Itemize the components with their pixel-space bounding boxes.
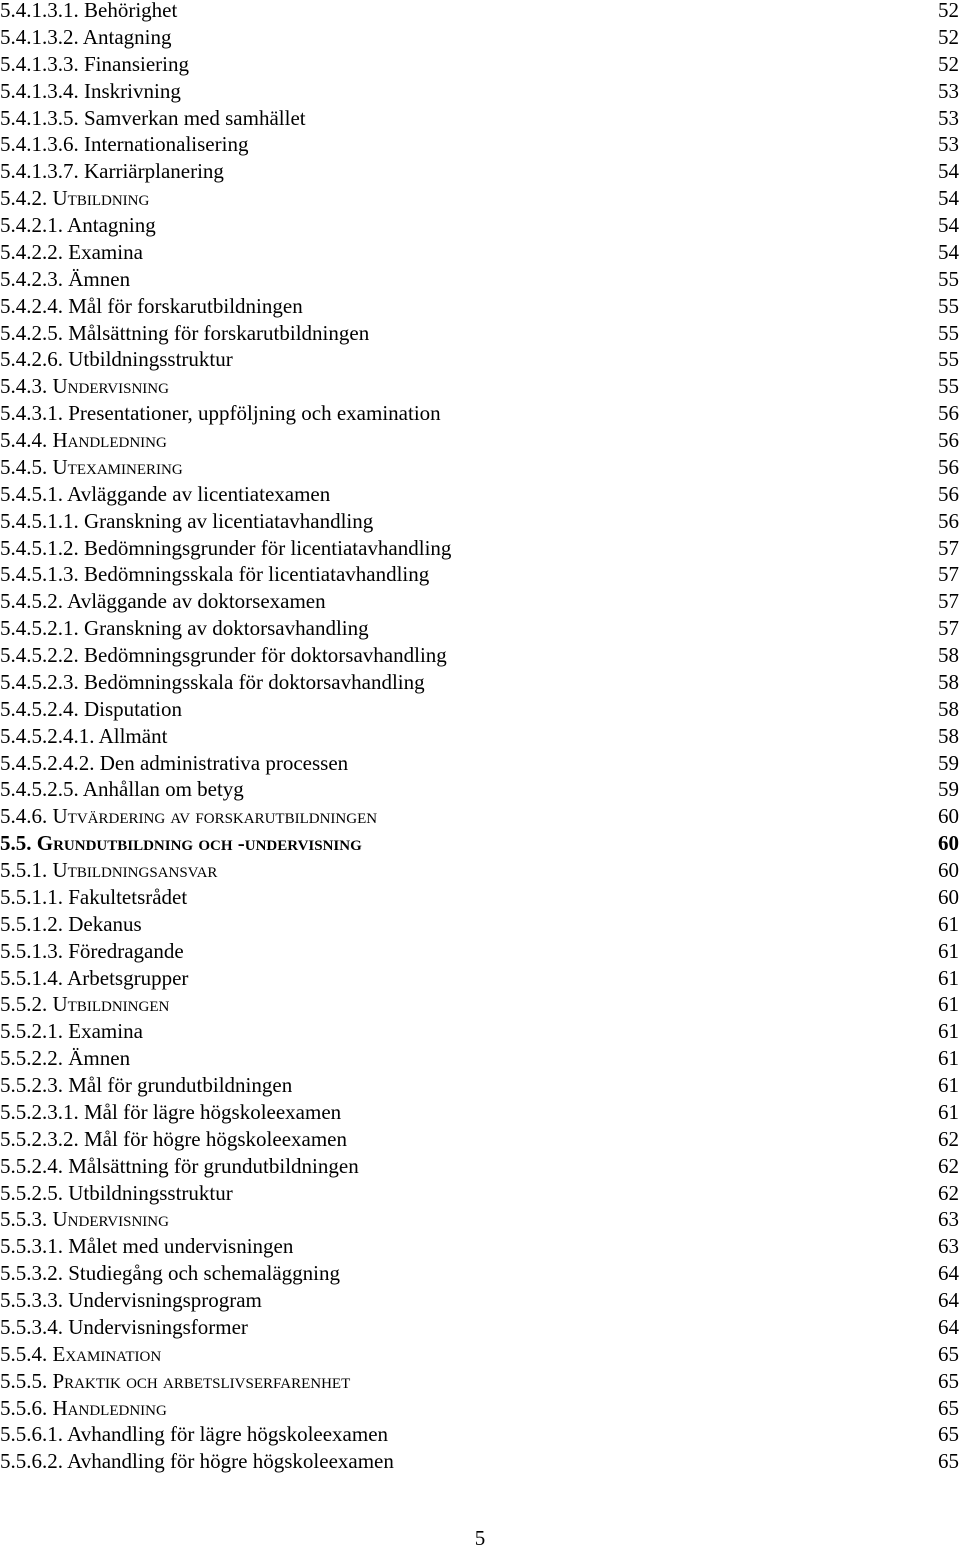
toc-entry-number: 5.5.5. [0, 1368, 48, 1393]
toc-entry-title: Grundutbildning och -undervisning [36, 831, 362, 856]
toc-entry[interactable] [0, 51, 960, 78]
toc-entry[interactable] [0, 776, 960, 803]
toc-entry-page: 59 [938, 777, 959, 802]
toc-entry[interactable] [0, 1045, 960, 1072]
toc-entry[interactable] [0, 400, 960, 427]
toc-entry-title: Undervisning [52, 374, 169, 399]
toc-entry-page: 65 [938, 1368, 959, 1393]
toc-entry-number: 5.5.1.4. [0, 965, 63, 990]
toc-entry-number: 5.5.6. [0, 1395, 48, 1420]
toc-entry-page: 61 [938, 911, 959, 936]
toc-entry[interactable] [0, 185, 960, 212]
toc-entry-number: 5.4.3. [0, 374, 48, 399]
toc-entry-title: Föredragande [68, 938, 184, 963]
toc-entry[interactable] [0, 965, 960, 992]
toc-entry[interactable] [0, 1448, 960, 1475]
toc-entry-number: 5.5.2.4. [0, 1153, 63, 1178]
toc-entry-page: 60 [938, 884, 959, 909]
toc-entry-title: Mål för grundutbildningen [68, 1073, 293, 1097]
toc-entry-title: Målet med undervisningen [68, 1234, 294, 1259]
toc-entry[interactable] [0, 991, 960, 1018]
toc-entry-title: Examination [52, 1341, 162, 1366]
toc-entry-page: 61 [938, 1046, 959, 1071]
toc-entry-page: 64 [938, 1261, 959, 1286]
toc-entry-number: 5.5.1.3. [0, 938, 63, 963]
toc-entry-page: 65 [938, 1422, 959, 1447]
toc-entry[interactable] [0, 1153, 960, 1180]
toc-entry-number: 5.5.3.3. [0, 1288, 63, 1312]
toc-entry-page: 65 [938, 1341, 959, 1366]
toc-entry-page: 58 [938, 643, 959, 667]
toc-entry-number: 5.4.2.4. [0, 293, 63, 318]
toc-entry-page: 60 [938, 804, 959, 829]
toc-entry[interactable] [0, 750, 960, 777]
toc-entry-number: 5.4.1.3.4. [0, 78, 79, 103]
toc-entry-title: Praktik och arbetslivserfarenhet [52, 1368, 351, 1393]
toc-entry[interactable] [0, 1260, 960, 1287]
toc-entry-number: 5.4.5.1.3. [0, 562, 79, 587]
toc-entry-page: 54 [938, 159, 959, 184]
toc-entry-number: 5.4.5. [0, 454, 48, 479]
toc-entry-number: 5.4.2.3. [0, 266, 63, 291]
toc-entry[interactable] [0, 1180, 960, 1207]
toc-entry-page: 65 [938, 1395, 959, 1420]
toc-entry-number: 5.4.4. [0, 428, 48, 452]
toc-entry[interactable] [0, 0, 960, 24]
toc-entry-number: 5.4.5.2.2. [0, 643, 79, 667]
toc-entry-number: 5.4.5.2.4.1. [0, 723, 95, 748]
toc-entry-number: 5.4.5.2.4. [0, 696, 79, 721]
toc-entry-page: 52 [938, 51, 959, 76]
toc-entry[interactable] [0, 830, 960, 857]
toc-entry-title: Undervisning [52, 1207, 169, 1232]
toc-entry[interactable] [0, 723, 960, 750]
toc-entry-number: 5.4.5.1. [0, 481, 63, 506]
toc-entry[interactable] [0, 1421, 960, 1448]
toc-entry-page: 61 [938, 1099, 959, 1124]
toc-entry-page: 56 [938, 401, 959, 426]
toc-entry-number: 5.5.3.2. [0, 1261, 63, 1286]
toc-entry[interactable] [0, 266, 960, 293]
toc-entry-page: 63 [938, 1207, 959, 1232]
toc-entry[interactable] [0, 669, 960, 696]
toc-entry-number: 5.5.6.2. [0, 1449, 63, 1474]
toc-entry-title: Disputation [84, 696, 182, 721]
toc-entry-page: 53 [938, 105, 959, 130]
toc-entry-number: 5.4.5.2.5. [0, 777, 79, 802]
toc-entry-number: 5.4.2.2. [0, 239, 63, 264]
toc-entry[interactable] [0, 1018, 960, 1045]
toc-entry-number: 5.5.3.4. [0, 1314, 63, 1339]
toc-entry-page: 56 [938, 428, 959, 452]
toc-entry-page: 61 [938, 1073, 959, 1097]
toc-entry-title: Avhandling för lägre högskoleexamen [67, 1422, 389, 1447]
toc-entry[interactable] [0, 1126, 960, 1153]
toc-entry-number: 5.4.1.3.6. [0, 132, 79, 157]
toc-entry[interactable] [0, 1314, 960, 1341]
toc-entry-page: 63 [938, 1234, 959, 1259]
toc-entry-title: Examina [68, 239, 143, 264]
toc-entry-page: 61 [938, 992, 959, 1017]
toc-entry-page: 61 [938, 1019, 959, 1044]
toc-entry-title: Internationalisering [84, 132, 249, 157]
toc-entry-page: 55 [938, 374, 959, 399]
toc-entry[interactable] [0, 427, 960, 454]
toc-entry[interactable] [0, 696, 960, 723]
toc-entry[interactable] [0, 642, 960, 669]
toc-entry[interactable] [0, 1368, 960, 1395]
toc-entry[interactable] [0, 373, 960, 400]
page-number: 5 [474, 1526, 486, 1550]
toc-entry[interactable] [0, 481, 960, 508]
toc-entry[interactable] [0, 239, 960, 266]
toc-entry-title: Avhandling för högre högskoleexamen [67, 1449, 394, 1474]
toc-entry-number: 5.4.3.1. [0, 401, 63, 426]
toc-entry-number: 5.5.2.1. [0, 1019, 63, 1044]
toc-entry-title: Mål för lägre högskoleexamen [84, 1099, 342, 1124]
toc-entry-number: 5.5.2.5. [0, 1180, 63, 1205]
toc-entry-title: Avläggande av licentiatexamen [67, 481, 331, 506]
toc-entry-page: 52 [938, 0, 959, 22]
toc-entry[interactable] [0, 1099, 960, 1126]
toc-entry-title: Utbildningen [52, 992, 170, 1017]
toc-entry-title: Allmänt [98, 723, 168, 748]
toc-entry-title: Målsättning för forskarutbildningen [68, 320, 370, 345]
toc-entry-title: Examina [68, 1019, 143, 1044]
toc-entry-number: 5.4.5.1.1. [0, 508, 79, 533]
toc-entry-title: Arbetsgrupper [67, 965, 189, 990]
toc-entry-page: 56 [938, 454, 959, 479]
toc-entry-title: Fakultetsrådet [68, 884, 188, 909]
toc-entry[interactable] [0, 535, 960, 562]
toc-entry[interactable] [0, 320, 960, 347]
toc-entry-number: 5.5.3.1. [0, 1234, 63, 1259]
toc-entry-page: 59 [938, 750, 959, 775]
toc-entry-title: Undervisningsformer [68, 1314, 248, 1339]
toc-entry-page: 55 [938, 347, 959, 372]
toc-entry-title: Inskrivning [84, 78, 181, 103]
toc-entry-title: Bedömningsskala för licentiatavhandling [84, 562, 430, 587]
toc-entry-number: 5.5.6.1. [0, 1422, 63, 1447]
toc-entry-title: Utbildningsstruktur [68, 1180, 233, 1205]
toc-entry-number: 5.4.1.3.3. [0, 51, 79, 76]
toc-entry-page: 53 [938, 132, 959, 157]
toc-entry-page: 55 [938, 293, 959, 318]
toc-entry-page: 57 [938, 562, 959, 587]
toc-entry[interactable] [0, 857, 960, 884]
toc-entry-title: Målsättning för grundutbildningen [68, 1153, 359, 1178]
toc-entry[interactable] [0, 1395, 960, 1422]
toc-entry-title: Dekanus [68, 911, 142, 936]
toc-entry-title: Finansiering [84, 51, 189, 76]
toc-entry[interactable] [0, 1233, 960, 1260]
toc-entry-number: 5.4.2.1. [0, 213, 63, 237]
toc-entry-title: Karriärplanering [84, 159, 224, 184]
toc-entry-page: 54 [938, 186, 959, 211]
toc-entry[interactable] [0, 1341, 960, 1368]
toc-entry-number: 5.5.3. [0, 1207, 48, 1232]
toc-entry-number: 5.4.5.2.1. [0, 616, 79, 641]
toc-entry-title: Studiegång och schemaläggning [68, 1261, 341, 1286]
toc-entry-title: Mål för forskarutbildningen [68, 293, 303, 318]
toc-entry-page: 53 [938, 78, 959, 103]
toc-entry-page: 56 [938, 508, 959, 533]
toc-entry-number: 5.4.1.3.1. [0, 0, 79, 22]
toc-entry-number: 5.5.1.2. [0, 911, 63, 936]
toc-entry-title: Bedömningsgrunder för licentiatavhandling [84, 535, 452, 560]
toc-entry-number: 5.5.1. [0, 858, 48, 882]
toc-entry-title: Mål för högre högskoleexamen [84, 1126, 348, 1151]
toc-entry[interactable] [0, 346, 960, 373]
toc-entry[interactable] [0, 615, 960, 642]
toc-entry-title: Ämnen [68, 266, 131, 291]
toc-entry-page: 55 [938, 320, 959, 345]
toc-entry-page: 56 [938, 481, 959, 506]
toc-entry[interactable] [0, 508, 960, 535]
toc-entry-number: 5.5.4. [0, 1341, 48, 1366]
toc-entry-page: 58 [938, 669, 959, 694]
toc-entry-title: Den administrativa processen [99, 750, 349, 775]
toc-entry-page: 54 [938, 213, 959, 237]
toc-entry[interactable] [0, 131, 960, 158]
toc-entry-title: Antagning [67, 213, 156, 237]
toc-entry-number: 5.4.5.2. [0, 589, 63, 614]
toc-entry-page: 64 [938, 1288, 959, 1312]
toc-entry[interactable] [0, 803, 960, 830]
toc-entry-number: 5.4.1.3.5. [0, 105, 79, 130]
toc-entry-title: Undervisningsprogram [68, 1288, 262, 1312]
toc-entry[interactable] [0, 938, 960, 965]
toc-entry-page: 60 [938, 858, 959, 882]
toc-entry-number: 5.5.1.1. [0, 884, 63, 909]
toc-entry-number: 5.5.2. [0, 992, 48, 1017]
toc-entry-title: Bedömningsgrunder för doktorsavhandling [84, 643, 447, 667]
toc-entry-title: Utbildningsstruktur [68, 347, 233, 372]
toc-entry-number: 5.4.1.3.2. [0, 24, 79, 49]
toc-entry-title: Utvärdering av forskarutbildningen [52, 804, 378, 829]
toc-entry-title: Samverkan med samhället [84, 105, 306, 130]
toc-entry-title: Handledning [52, 428, 167, 452]
toc-entry-title: Utbildningsansvar [52, 858, 218, 882]
toc-entry-number: 5.4.1.3.7. [0, 159, 79, 184]
toc-entry-page: 58 [938, 723, 959, 748]
toc-entry[interactable] [0, 105, 960, 132]
toc-entry[interactable] [0, 454, 960, 481]
toc-entry-number: 5.4.5.2.3. [0, 669, 79, 694]
toc-entry-title: Handledning [52, 1395, 167, 1420]
toc-entry-page: 62 [938, 1126, 959, 1151]
toc-entry-number: 5.5.2.3.2. [0, 1126, 79, 1151]
toc-entry-title: Anhållan om betyg [82, 777, 244, 802]
toc-entry[interactable] [0, 293, 960, 320]
toc-entry-number: 5.4.5.1.2. [0, 535, 79, 560]
toc-entry-title: Utexaminering [52, 454, 183, 479]
toc-entry-number: 5.4.6. [0, 804, 48, 829]
toc-entry-page: 58 [938, 696, 959, 721]
toc-entry-number: 5.5.2.3.1. [0, 1099, 79, 1124]
toc-entry-title: Antagning [82, 24, 172, 49]
toc-entry[interactable] [0, 24, 960, 51]
toc-entry-number: 5.5.2.2. [0, 1046, 63, 1071]
toc-entry-number: 5.4.2.6. [0, 347, 63, 372]
toc-entry[interactable] [0, 212, 960, 239]
toc-entry[interactable] [0, 911, 960, 938]
toc-entry-page: 61 [938, 965, 959, 990]
toc-entry-title: Presentationer, uppföljning och examination [68, 401, 441, 426]
toc-entry-number: 5.5. [0, 831, 32, 856]
toc-entry-page: 61 [938, 938, 959, 963]
toc-entry[interactable] [0, 884, 960, 911]
toc-entry-page: 62 [938, 1153, 959, 1178]
toc-entry[interactable] [0, 588, 960, 615]
toc-entry-title: Avläggande av doktorsexamen [67, 589, 326, 614]
toc-entry-title: Bedömningsskala för doktorsavhandling [84, 669, 425, 694]
toc-entry-page: 57 [938, 616, 959, 641]
toc-entry-number: 5.4.2. [0, 186, 48, 211]
toc-entry-title: Granskning av doktorsavhandling [84, 616, 369, 641]
toc-entry[interactable] [0, 1072, 960, 1099]
toc-entry[interactable] [0, 158, 960, 185]
toc-entry-page: 55 [938, 266, 959, 291]
toc-entry-page: 62 [938, 1180, 959, 1205]
toc-entry-page: 54 [938, 239, 959, 264]
toc-entry-page: 57 [938, 589, 959, 614]
toc-entry-title: Utbildning [52, 186, 150, 211]
toc-entry-number: 5.4.2.5. [0, 320, 63, 345]
toc-entry-page: 64 [938, 1314, 959, 1339]
toc-entry-number: 5.4.5.2.4.2. [0, 750, 95, 775]
toc-entry-page: 57 [938, 535, 959, 560]
toc-entry-page: 60 [938, 831, 959, 856]
toc-entry[interactable] [0, 1206, 960, 1233]
toc-entry[interactable] [0, 78, 960, 105]
toc-entry-number: 5.5.2.3. [0, 1073, 63, 1097]
toc-entry-title: Ämnen [68, 1046, 131, 1071]
toc-entry[interactable] [0, 561, 960, 588]
toc-entry[interactable] [0, 1287, 960, 1314]
toc-entry-page: 65 [938, 1449, 959, 1474]
toc-entry-title: Granskning av licentiatavhandling [84, 508, 374, 533]
toc-entry-title: Behörighet [84, 0, 178, 22]
toc-entry-page: 52 [938, 24, 959, 49]
